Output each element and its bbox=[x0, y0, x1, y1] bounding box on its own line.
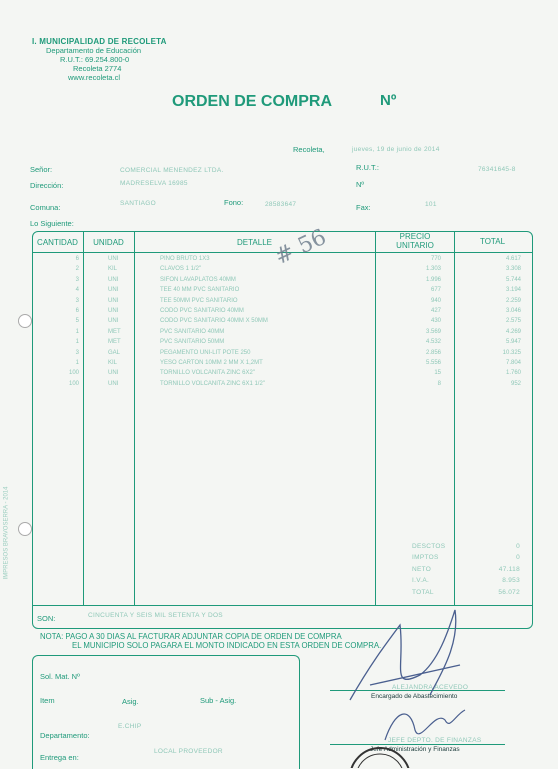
fax-label: Fax: bbox=[356, 203, 371, 212]
order-number-label: Nº bbox=[380, 92, 397, 109]
summary-value: 8.953 bbox=[502, 577, 520, 585]
cell-detalle: YESO CARTON 10MM 2 MM X 1,2MT bbox=[160, 360, 263, 366]
cell-total: 3.046 bbox=[505, 308, 521, 314]
cell-total: 1.760 bbox=[505, 370, 521, 377]
cell-detalle: CLAVOS 1 1/2" bbox=[160, 266, 202, 273]
cell-unidad: UNI bbox=[108, 287, 119, 294]
side-printer-mark: IMPRESOS BRAVOSERRA - 2014 bbox=[3, 486, 10, 580]
col-header-total: TOTAL bbox=[479, 237, 506, 246]
summary-label: NETO bbox=[412, 565, 432, 573]
cell-precio: 770 bbox=[430, 256, 441, 262]
cell-cantidad: 1 bbox=[75, 360, 79, 366]
cell-precio: 2.856 bbox=[425, 349, 441, 356]
col-header-detalle: DETALLE bbox=[237, 238, 272, 247]
cell-cantidad: 100 bbox=[68, 380, 79, 387]
entrega-value: LOCAL PROVEEDOR bbox=[154, 748, 223, 755]
cell-detalle: PINO BRUTO 1X3 bbox=[160, 256, 210, 262]
nota-line2: EL MUNICIPIO SOLO PAGARA EL MONTO INDICADO EN ESTA ORDEN DE COMPRA. bbox=[72, 641, 382, 650]
cell-cantidad: 2 bbox=[75, 266, 79, 273]
direccion-label: Dirección: bbox=[30, 181, 64, 190]
senor-label: Señor: bbox=[30, 165, 53, 174]
cell-total: 7.804 bbox=[505, 360, 521, 366]
cell-precio: 427 bbox=[430, 308, 441, 314]
org-address: Recoleta 2774 bbox=[73, 64, 122, 73]
col-header-precio: PRECIO UNITARIO bbox=[396, 232, 434, 250]
org-name: I. MUNICIPALIDAD DE RECOLETA bbox=[32, 37, 167, 46]
comuna-value: SANTIAGO bbox=[120, 200, 156, 207]
official-stamp bbox=[345, 745, 415, 768]
lo-siguiente-label: Lo Siguiente: bbox=[30, 219, 74, 228]
cell-unidad: KIL bbox=[108, 266, 118, 273]
handwritten-signature bbox=[330, 605, 480, 715]
table-row bbox=[32, 308, 532, 318]
cell-detalle: PVC SANITARIO 40MM bbox=[160, 328, 225, 335]
fax-value: 101 bbox=[425, 201, 437, 208]
cell-precio: 940 bbox=[430, 297, 441, 304]
handwritten-signature bbox=[380, 700, 470, 750]
summary-label: IMPTOS bbox=[412, 554, 439, 562]
cell-cantidad: 1 bbox=[75, 339, 79, 346]
signer1-name: ALEJANDRA ACEVEDO bbox=[392, 684, 469, 691]
cell-unidad: MET bbox=[108, 339, 121, 346]
date-place: Recoleta, bbox=[293, 145, 325, 154]
cell-precio: 677 bbox=[430, 287, 441, 294]
cell-unidad: UNI bbox=[108, 380, 119, 387]
cell-unidad: UNI bbox=[108, 297, 119, 304]
table-row bbox=[32, 277, 532, 287]
son-label: SON: bbox=[37, 614, 56, 623]
cell-unidad: UNI bbox=[108, 308, 119, 314]
cell-detalle: TEE 40 MM PVC SANITARIO bbox=[160, 287, 240, 294]
cell-total: 952 bbox=[510, 380, 521, 387]
cell-precio: 8 bbox=[437, 380, 441, 387]
cell-detalle: CODO PVC SANITARIO 40MM bbox=[160, 308, 244, 314]
cell-unidad: UNI bbox=[108, 370, 119, 377]
table-row bbox=[32, 318, 532, 328]
direccion-value: MADRESELVA 16985 bbox=[120, 180, 188, 187]
departamento-label: Departamento: bbox=[40, 731, 90, 740]
rut-label: R.U.T.: bbox=[356, 163, 379, 172]
summary-label: I.V.A. bbox=[412, 577, 430, 585]
cell-cantidad: 6 bbox=[75, 256, 79, 262]
col-header-unidad: UNIDAD bbox=[93, 238, 124, 247]
table-row bbox=[32, 287, 532, 297]
fono-label: Fono: bbox=[224, 198, 244, 207]
signer1-role: Encargado de Abastecimiento bbox=[371, 693, 458, 700]
punch-hole bbox=[18, 314, 32, 328]
summary-label: TOTAL bbox=[412, 588, 434, 596]
summary-label: DESCTOS bbox=[412, 543, 446, 550]
cell-cantidad: 1 bbox=[75, 328, 79, 335]
page-title: ORDEN DE COMPRA bbox=[172, 93, 333, 110]
cell-cantidad: 3 bbox=[75, 349, 79, 356]
cell-cantidad: 6 bbox=[75, 308, 79, 314]
cell-precio: 430 bbox=[430, 318, 441, 325]
cell-detalle: SIFON LAVAPLATOS 40MM bbox=[160, 276, 236, 283]
cell-total: 5.947 bbox=[505, 339, 521, 346]
sol-mat-label: Sol. Mat. Nº bbox=[40, 672, 80, 681]
cell-precio: 4.532 bbox=[425, 339, 441, 346]
fono-value: 28583647 bbox=[265, 201, 297, 208]
summary-value: 0 bbox=[516, 554, 520, 562]
cell-detalle: TORNILLO VOLCANITA ZINC 6X1 1/2" bbox=[160, 380, 265, 387]
cell-total: 4.269 bbox=[505, 328, 521, 335]
cell-detalle: PVC SANITARIO 50MM bbox=[160, 339, 225, 346]
cell-unidad: GAL bbox=[108, 349, 121, 356]
cell-detalle: TORNILLO VOLCANITA ZINC 6X2" bbox=[160, 370, 255, 377]
punch-hole bbox=[18, 522, 32, 536]
cell-cantidad: 3 bbox=[75, 276, 79, 283]
cell-precio: 5.556 bbox=[425, 360, 441, 366]
asig-label: Asig. bbox=[122, 697, 139, 706]
cell-detalle: CODO PVC SANITARIO 40MM X 50MM bbox=[160, 318, 268, 325]
signer2-name: JEFE DEPTO. DE FINANZAS bbox=[388, 737, 482, 744]
comuna-label: Comuna: bbox=[30, 203, 61, 212]
handwritten-annotation: # 56 bbox=[271, 224, 331, 271]
cell-precio: 15 bbox=[434, 370, 441, 377]
org-website: www.recoleta.cl bbox=[68, 73, 121, 82]
cell-detalle: TEE 50MM PVC SANITARIO bbox=[160, 297, 238, 304]
table-row bbox=[32, 298, 532, 308]
summary-value: 47.118 bbox=[498, 565, 520, 573]
cell-total: 4.617 bbox=[505, 256, 521, 262]
table-row bbox=[32, 360, 532, 370]
cell-cantidad: 5 bbox=[75, 318, 79, 325]
cell-unidad: UNI bbox=[108, 256, 119, 262]
departamento-value: E.CHIP bbox=[118, 723, 142, 730]
n-label: Nº bbox=[356, 180, 365, 189]
cell-unidad: UNI bbox=[108, 318, 119, 325]
cell-precio: 3.569 bbox=[425, 328, 441, 335]
col-header-cantidad: CANTIDAD bbox=[37, 238, 78, 247]
table-row bbox=[32, 350, 532, 360]
item-label: Item bbox=[40, 696, 55, 705]
cell-total: 10.325 bbox=[502, 349, 521, 356]
org-department: Departamento de Educación bbox=[46, 46, 142, 55]
cell-total: 2.259 bbox=[505, 297, 521, 304]
table-row bbox=[32, 370, 532, 380]
son-value: CINCUENTA Y SEIS MIL SETENTA Y DOS bbox=[88, 612, 223, 619]
cell-unidad: UNI bbox=[108, 276, 119, 283]
cell-total: 2.575 bbox=[505, 318, 521, 325]
cell-total: 5.744 bbox=[505, 276, 521, 283]
cell-total: 3.308 bbox=[505, 266, 521, 273]
entrega-label: Entrega en: bbox=[40, 753, 79, 762]
nota-line1: NOTA: PAGO A 30 DIAS AL FACTURAR ADJUNTAR COPIA DE ORDEN DE COMPRA bbox=[40, 632, 342, 641]
senor-value: COMERCIAL MENENDEZ LTDA. bbox=[120, 167, 224, 174]
summary-value: 56.072 bbox=[498, 588, 520, 596]
cell-precio: 1.996 bbox=[425, 276, 441, 283]
table-row bbox=[32, 329, 532, 339]
cell-cantidad: 100 bbox=[68, 370, 79, 377]
org-rut: R.U.T.: 69.254.800-0 bbox=[60, 55, 130, 64]
signer2-role: Jefe Administración y Finanzas bbox=[370, 746, 460, 753]
cell-precio: 1.303 bbox=[425, 266, 441, 273]
date-value: jueves, 19 de junio de 2014 bbox=[352, 146, 440, 153]
cell-cantidad: 4 bbox=[75, 287, 79, 294]
summary-value: 0 bbox=[516, 543, 520, 550]
table-row bbox=[32, 339, 532, 349]
table-row bbox=[32, 381, 532, 391]
subasig-label: Sub - Asig. bbox=[200, 696, 237, 705]
cell-cantidad: 3 bbox=[75, 297, 79, 304]
cell-unidad: KIL bbox=[108, 360, 118, 366]
cell-total: 3.194 bbox=[505, 287, 521, 294]
rut-value: 76341645-8 bbox=[478, 166, 516, 173]
cell-unidad: MET bbox=[108, 328, 121, 335]
cell-detalle: PEGAMENTO UNI-LIT POTE 250 bbox=[160, 349, 251, 356]
